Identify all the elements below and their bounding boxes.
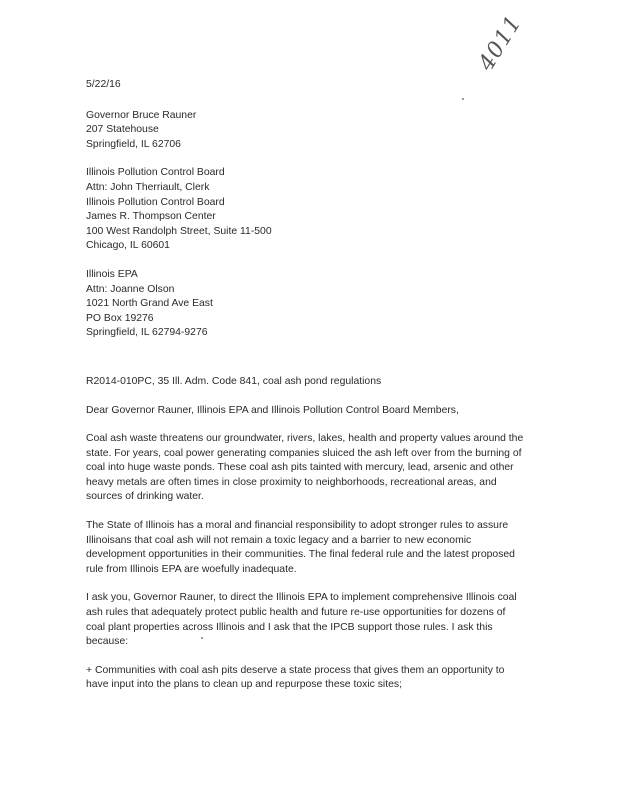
- address-line: Illinois Pollution Control Board: [86, 196, 225, 208]
- address-line: Attn: John Therriault, Clerk: [86, 181, 210, 193]
- paragraph-coal-ash-threat: [86, 432, 548, 505]
- address-line: 207 Statehouse: [86, 124, 159, 136]
- paragraph-line: I ask you, Governor Rauner, to direct the Illinois EPA to implement comprehensive Illinois coal: [86, 592, 517, 604]
- recipient-block-iepa: [86, 268, 548, 341]
- paragraph-line: The State of Illinois has a moral and financial responsibility to adopt stronger rules to assure: [86, 520, 509, 532]
- paragraph-line: Illinoisans that coal ash will not remain a toxic legacy and a barrier to new economic: [86, 534, 472, 546]
- letter-body: [86, 78, 548, 693]
- paragraph-line: rule from Illinois EPA are woefully inadequate.: [86, 563, 297, 575]
- paragraph-line: have input into the plans to clean up and repurpose these toxic sites;: [86, 679, 402, 691]
- address-line: Chicago, IL 60601: [86, 240, 170, 252]
- paragraph-line: Coal ash waste threatens our groundwater, rivers, lakes, health and property values around the: [86, 433, 524, 445]
- address-line: James R. Thompson Center: [86, 211, 216, 223]
- handwritten-note: 4011: [474, 11, 527, 76]
- paragraph-line: + Communities with coal ash pits deserve a state process that gives them an opportunity to: [86, 664, 505, 676]
- salutation: Dear Governor Rauner, Illinois EPA and Illinois Pollution Control Board Members,: [86, 404, 459, 416]
- address-line: Springfield, IL 62706: [86, 138, 181, 150]
- recipient-block-ipcb: [86, 166, 548, 254]
- address-line: 100 West Randolph Street, Suite 11-500: [86, 225, 272, 237]
- paragraph-line: ash rules that adequately protect public health and future re-use opportunities for dozens of: [86, 607, 506, 619]
- paragraph-request: [86, 591, 548, 649]
- reference-line: R2014-010PC, 35 Ill. Adm. Code 841, coal ash pond regulations: [86, 375, 382, 387]
- paragraph-line: coal plant properties across Illinois and I ask that the IPCB support those rules. I ask this: [86, 621, 493, 633]
- address-line: Illinois Pollution Control Board: [86, 167, 225, 179]
- address-line: Illinois EPA: [86, 268, 138, 280]
- paragraph-line: sources of drinking water.: [86, 491, 204, 503]
- paragraph-line: coal into huge waste ponds. These coal ash pits tainted with mercury, lead, arsenic and other: [86, 462, 514, 474]
- paragraph-line: heavy metals are often times in close proximity to neighborhoods, recreational areas, and: [86, 476, 497, 488]
- address-line: 1021 North Grand Ave East: [86, 298, 213, 310]
- paragraph-line: state. For years, coal power generating companies sluiced the ash left over from the burning of: [86, 447, 522, 459]
- recipient-block-governor: [86, 109, 548, 153]
- letter-date: 5/22/16: [86, 79, 121, 90]
- address-line: Attn: Joanne Olson: [86, 283, 175, 295]
- address-line: PO Box 19276: [86, 312, 154, 324]
- paragraph-line: development opportunities in their communities. The final federal rule and the latest proposed: [86, 549, 515, 561]
- address-line: Governor Bruce Rauner: [86, 109, 197, 121]
- paragraph-state-responsibility: [86, 519, 548, 577]
- address-line: Springfield, IL 62794-9276: [86, 327, 208, 339]
- paragraph-line: because:: [86, 636, 129, 648]
- paragraph-bullet-communities: [86, 664, 548, 693]
